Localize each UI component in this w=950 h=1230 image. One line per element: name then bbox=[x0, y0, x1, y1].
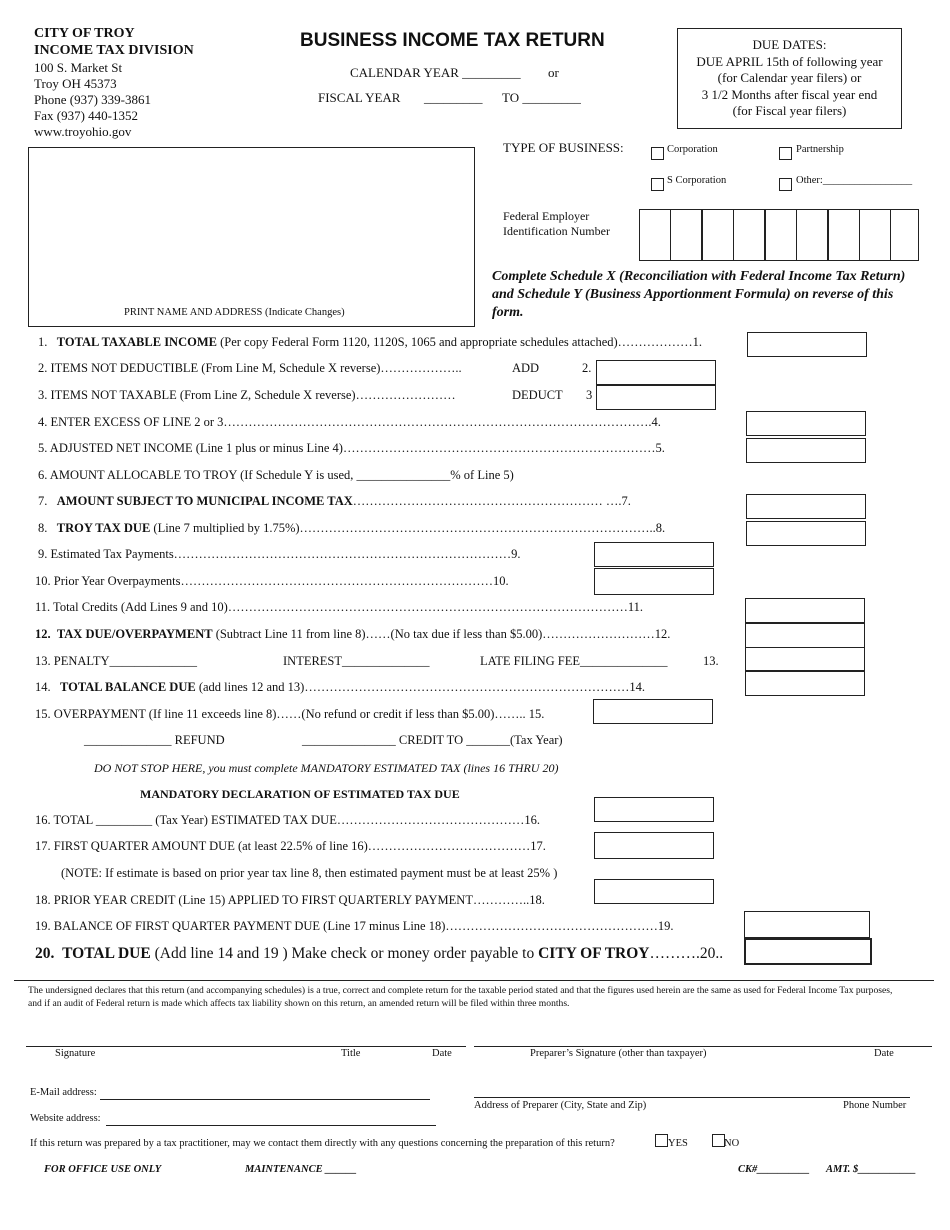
credit-to-field[interactable]: _______________ CREDIT TO _______(Tax Year) bbox=[302, 733, 563, 747]
line-20-amount[interactable] bbox=[744, 938, 872, 965]
calendar-year-field[interactable]: CALENDAR YEAR _________ bbox=[350, 65, 521, 80]
website: www.troyohio.gov bbox=[34, 124, 132, 139]
line-17-label: 17. FIRST QUARTER AMOUNT DUE (at least 22.5% of line 16)…………………………………17. bbox=[35, 839, 546, 853]
line-19-label: 19. BALANCE OF FIRST QUARTER PAYMENT DUE (Line 17 minus Line 18)……………………………………………19. bbox=[35, 919, 674, 933]
s-corporation-label: S Corporation bbox=[667, 175, 727, 186]
line-1-label: 1. TOTAL TAXABLE INCOME (Per copy Federal Form 1120, 1120S, 1065 and appropriate schedules attached)………………1. bbox=[38, 335, 703, 349]
line-16-label: 16. TOTAL _________ (Tax Year) ESTIMATED TAX DUE………………………………………16. bbox=[35, 813, 540, 827]
line-14-label: 14. TOTAL BALANCE DUE (add lines 12 and 13)……………………………………………………………………14. bbox=[35, 680, 645, 694]
preparer-signature-line[interactable] bbox=[474, 1046, 932, 1047]
line-17-note: (NOTE: If estimate is based on prior year tax line 8, then estimated payment must be at least 25% ) bbox=[61, 866, 558, 880]
line-13-late-fee[interactable]: LATE FILING FEE______________ bbox=[480, 654, 668, 668]
fein-digit-box[interactable] bbox=[828, 209, 860, 261]
maintenance-field: MAINTENANCE ______ bbox=[245, 1164, 357, 1175]
preparer-signature-label: Preparer’s Signature (other than taxpayer) bbox=[530, 1048, 707, 1059]
line-11-amount[interactable] bbox=[745, 598, 865, 623]
street-address: 100 S. Market St bbox=[34, 60, 123, 75]
fein-digit-box[interactable] bbox=[702, 209, 734, 261]
line-13-interest[interactable]: INTEREST______________ bbox=[283, 654, 430, 668]
due-dates-line2: (for Calendar year filers) or bbox=[717, 70, 862, 85]
line-10-amount[interactable] bbox=[594, 568, 714, 595]
business-type-label: TYPE OF BUSINESS: bbox=[503, 140, 624, 155]
city-name: CITY OF TROY bbox=[34, 26, 135, 41]
line-18-amount[interactable] bbox=[594, 879, 714, 904]
phone-number-label: Phone Number bbox=[843, 1100, 907, 1111]
title-label: Title bbox=[341, 1048, 361, 1059]
corporation-checkbox[interactable] bbox=[651, 147, 664, 160]
fein-digit-box[interactable] bbox=[890, 209, 919, 261]
partnership-checkbox[interactable] bbox=[779, 147, 792, 160]
division-name: INCOME TAX DIVISION bbox=[34, 43, 194, 58]
line-2-number: 2. bbox=[582, 361, 592, 375]
signature-line[interactable] bbox=[26, 1046, 466, 1047]
line-3-amount[interactable] bbox=[596, 385, 716, 410]
line-5-amount[interactable] bbox=[746, 438, 866, 463]
city-state-zip: Troy OH 45373 bbox=[34, 76, 117, 91]
line-7-amount[interactable] bbox=[746, 494, 866, 519]
preparer-address-line[interactable] bbox=[474, 1097, 910, 1098]
contact-yes-label: YES bbox=[668, 1138, 688, 1149]
line-2-add-label: ADD bbox=[512, 361, 540, 375]
section-divider bbox=[14, 980, 934, 981]
line-2-label: 2. ITEMS NOT DEDUCTIBLE (From Line M, Schedule X reverse)……………….. bbox=[38, 361, 462, 375]
contact-yes-checkbox[interactable] bbox=[655, 1134, 668, 1147]
partnership-label: Partnership bbox=[796, 144, 844, 155]
line-2-amount[interactable] bbox=[596, 360, 716, 385]
line-10-label: 10. Prior Year Overpayments…………………………………………………………………10. bbox=[35, 574, 509, 588]
line-14-amount[interactable] bbox=[745, 671, 865, 696]
line-12-label: 12. TAX DUE/OVERPAYMENT (Subtract Line 11 from line 8)……(No tax due if less than $5.00)………………………12. bbox=[35, 627, 671, 641]
website-field[interactable] bbox=[106, 1125, 436, 1126]
fein-digit-box[interactable] bbox=[639, 209, 671, 261]
fein-digit-box[interactable] bbox=[765, 209, 797, 261]
fax: Fax (937) 440-1352 bbox=[34, 108, 138, 123]
fiscal-year-label: FISCAL YEAR bbox=[318, 90, 401, 105]
line-12-amount[interactable] bbox=[745, 623, 865, 648]
line-18-label: 18. PRIOR YEAR CREDIT (Line 15) APPLIED TO FIRST QUARTERLY PAYMENT…………..18. bbox=[35, 893, 545, 907]
other-field[interactable]: Other:_________________ bbox=[796, 175, 913, 186]
line-5-label: 5. ADJUSTED NET INCOME (Line 1 plus or minus Line 4)…………………………………………………………………5. bbox=[38, 441, 665, 455]
line-9-label: 9. Estimated Tax Payments………………………………………………………………………9. bbox=[38, 547, 521, 561]
do-not-stop-note: DO NOT STOP HERE, you must complete MANDATORY ESTIMATED TAX (lines 16 THRU 20) bbox=[94, 761, 559, 775]
line-7-label: 7. AMOUNT SUBJECT TO MUNICIPAL INCOME TAX…………………………………………………… ….7. bbox=[38, 494, 631, 508]
line-11-label: 11. Total Credits (Add Lines 9 and 10)……………………………………………………………………………………11. bbox=[35, 600, 644, 614]
line-3-deduct-label: DEDUCT bbox=[512, 388, 563, 402]
line-13-number: 13. bbox=[703, 654, 719, 668]
or-label: or bbox=[548, 65, 559, 80]
fiscal-year-to-field[interactable]: TO _________ bbox=[502, 90, 581, 105]
fein-digit-box[interactable] bbox=[796, 209, 828, 261]
preparer-address-label: Address of Preparer (City, State and Zip) bbox=[474, 1100, 647, 1111]
line-8-label: 8. TROY TAX DUE (Line 7 multiplied by 1.75%)…………………………………………………………………………..8. bbox=[38, 521, 666, 535]
name-address-box[interactable] bbox=[28, 147, 475, 327]
fein-digit-box[interactable] bbox=[859, 209, 891, 261]
name-address-label: PRINT NAME AND ADDRESS (Indicate Changes) bbox=[124, 307, 345, 318]
fein-digit-box[interactable] bbox=[733, 209, 765, 261]
line-1-amount[interactable] bbox=[747, 332, 867, 357]
line-20-label: 20. TOTAL DUE (Add line 14 and 19 ) Make check or money order payable to CITY OF TROY……….20.. bbox=[35, 945, 724, 962]
fein-digit-box[interactable] bbox=[670, 209, 702, 261]
date-label: Date bbox=[432, 1048, 452, 1059]
schedule-instructions: Complete Schedule X (Reconciliation with Federal Income Tax Return) and Schedule Y (Business Apportionment Formula) on reverse of this form. bbox=[492, 269, 906, 320]
due-dates-line1: DUE APRIL 15th of following year bbox=[696, 53, 883, 69]
mandatory-heading: MANDATORY DECLARATION OF ESTIMATED TAX DUE bbox=[140, 787, 460, 801]
corporation-label: Corporation bbox=[667, 144, 718, 155]
line-6-label: 6. AMOUNT ALLOCABLE TO TROY (If Schedule Y is used, _______________% of Line 5) bbox=[38, 468, 514, 482]
due-dates-line3: 3 1/2 Months after fiscal year end bbox=[701, 86, 878, 102]
declaration-text: The undersigned declares that this return (and accompanying schedules) is a true, correct and complete return for the taxable period stated and that the figures used herein are the same as used for Federal Income Tax purposes, and if an audit of Federal return is made which affects tax liability shown on this return, an amended return will be filed within three months. bbox=[28, 985, 893, 1009]
email-label: E-Mail address: bbox=[30, 1087, 97, 1098]
due-dates-line4: (for Fiscal year filers) bbox=[732, 103, 847, 118]
line-8-amount[interactable] bbox=[746, 521, 866, 546]
line-3-number: 3 bbox=[586, 388, 593, 402]
line-19-amount[interactable] bbox=[744, 911, 870, 938]
s-corporation-checkbox[interactable] bbox=[651, 178, 664, 191]
preparer-date-label: Date bbox=[874, 1048, 894, 1059]
amount-field: AMT. $___________ bbox=[826, 1164, 917, 1175]
form-title: BUSINESS INCOME TAX RETURN bbox=[300, 30, 605, 51]
line-15-label: 15. OVERPAYMENT (If line 11 exceeds line 8)……(No refund or credit if less than $5.00)…….. 15. bbox=[35, 707, 545, 721]
line-15-amount[interactable] bbox=[593, 699, 713, 724]
line-17-amount[interactable] bbox=[594, 832, 714, 859]
email-field[interactable] bbox=[100, 1099, 430, 1100]
refund-field[interactable]: ______________ REFUND bbox=[84, 733, 225, 747]
check-number-field: CK#__________ bbox=[738, 1164, 810, 1175]
contact-question: If this return was prepared by a tax practitioner, may we contact them directly with any questions concerning the preparation of this return? bbox=[30, 1138, 615, 1149]
signature-label: Signature bbox=[55, 1048, 96, 1059]
contact-no-label: NO bbox=[724, 1138, 740, 1149]
due-dates-box bbox=[677, 28, 902, 129]
fiscal-year-from-field[interactable]: _________ bbox=[424, 90, 483, 105]
line-4-label: 4. ENTER EXCESS OF LINE 2 or 3………………………………………………………………………………………….4. bbox=[38, 415, 661, 429]
due-dates-title: DUE DATES: bbox=[752, 37, 827, 52]
line-13-penalty[interactable]: 13. PENALTY______________ bbox=[35, 654, 198, 668]
line-16-amount[interactable] bbox=[594, 797, 714, 822]
phone: Phone (937) 339-3861 bbox=[34, 92, 151, 107]
line-3-label: 3. ITEMS NOT TAXABLE (From Line Z, Schedule X reverse)…………………… bbox=[38, 388, 456, 402]
website-label: Website address: bbox=[30, 1113, 101, 1124]
fein-label-line2: Identification Number bbox=[503, 224, 610, 238]
line-4-amount[interactable] bbox=[746, 411, 866, 436]
line-9-amount[interactable] bbox=[594, 542, 714, 567]
other-checkbox[interactable] bbox=[779, 178, 792, 191]
line-13-amount[interactable] bbox=[745, 647, 865, 671]
fein-label-line1: Federal Employer bbox=[503, 209, 590, 223]
office-use-label: FOR OFFICE USE ONLY bbox=[44, 1164, 162, 1175]
